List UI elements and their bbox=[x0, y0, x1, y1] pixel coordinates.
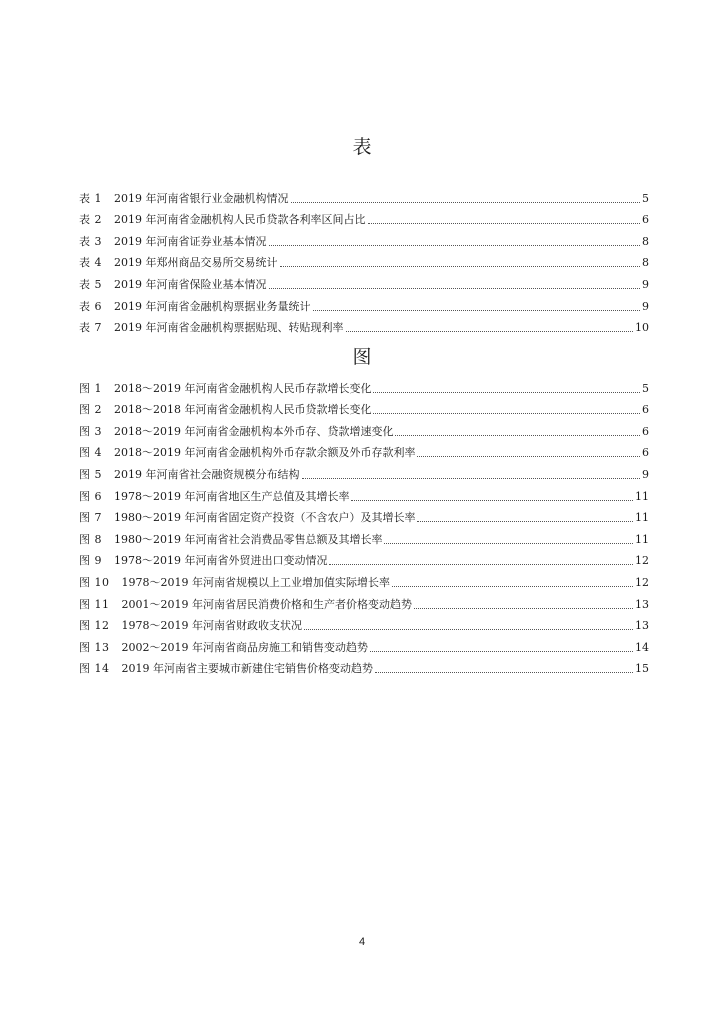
toc-entry-title: 2019 年河南省主要城市新建住宅销售价格变动趋势 bbox=[121, 662, 373, 676]
toc-dot-leader bbox=[395, 435, 640, 436]
toc-entry-title: 1978～2019 年河南省财政收支状况 bbox=[121, 619, 302, 633]
toc-entry-title: 2018～2019 年河南省金融机构外币存款余额及外币存款利率 bbox=[114, 446, 416, 460]
toc-entry-page-number: 14 bbox=[635, 640, 649, 654]
toc-entry-label: 表 6 bbox=[79, 299, 102, 313]
toc-entry-page-number: 6 bbox=[642, 403, 649, 417]
toc-dot-leader bbox=[417, 456, 640, 457]
toc-entry-label: 图 12 bbox=[79, 619, 110, 633]
tables-section-heading: 表 bbox=[352, 136, 372, 158]
toc-entry-title: 2019 年河南省银行业金融机构情况 bbox=[114, 191, 289, 205]
toc-entry-label: 图 4 bbox=[79, 446, 102, 460]
toc-dot-leader bbox=[269, 288, 641, 289]
toc-dot-leader bbox=[373, 392, 640, 393]
toc-entry-label: 图 5 bbox=[79, 467, 102, 481]
toc-entry-label: 图 9 bbox=[79, 554, 102, 568]
toc-entry-label: 图 7 bbox=[79, 511, 102, 525]
toc-dot-leader bbox=[370, 651, 633, 652]
toc-entry-page-number: 6 bbox=[642, 446, 649, 460]
toc-entry-title: 1978～2019 年河南省地区生产总值及其增长率 bbox=[114, 489, 350, 503]
figures-toc-list bbox=[79, 374, 649, 676]
table-toc-entry[interactable] bbox=[79, 270, 649, 292]
toc-entry-title: 2019 年郑州商品交易所交易统计 bbox=[114, 256, 278, 270]
toc-entry-label: 表 7 bbox=[79, 321, 102, 335]
toc-entry-title: 2019 年河南省金融机构票据贴现、转贴现利率 bbox=[114, 321, 344, 335]
toc-entry-label: 图 8 bbox=[79, 532, 102, 546]
toc-dot-leader bbox=[392, 586, 633, 587]
toc-entry-title: 2001～2019 年河南省居民消费价格和生产者价格变动趋势 bbox=[121, 597, 412, 611]
figure-toc-entry[interactable] bbox=[79, 374, 649, 396]
toc-entry-label: 图 2 bbox=[79, 403, 102, 417]
toc-entry-title: 2019 年河南省金融机构人民币贷款各利率区间占比 bbox=[114, 213, 366, 227]
toc-entry-page-number: 13 bbox=[635, 619, 649, 633]
toc-entry-page-number: 10 bbox=[635, 321, 649, 335]
table-toc-entry[interactable] bbox=[79, 206, 649, 228]
toc-dot-leader bbox=[313, 310, 641, 311]
toc-entry-label: 图 3 bbox=[79, 424, 102, 438]
toc-dot-leader bbox=[291, 202, 641, 203]
figure-toc-entry[interactable] bbox=[79, 547, 649, 569]
toc-entry-page-number: 8 bbox=[642, 256, 649, 270]
toc-entry-title: 2019 年河南省保险业基本情况 bbox=[114, 277, 267, 291]
toc-dot-leader bbox=[414, 608, 633, 609]
figure-toc-entry[interactable] bbox=[79, 590, 649, 612]
toc-entry-title: 2018～2019 年河南省金融机构人民币存款增长变化 bbox=[114, 381, 372, 395]
toc-entry-label: 表 5 bbox=[79, 277, 102, 291]
table-toc-entry[interactable] bbox=[79, 184, 649, 206]
figure-toc-entry[interactable] bbox=[79, 655, 649, 677]
figure-toc-entry[interactable] bbox=[79, 396, 649, 418]
figure-toc-entry[interactable] bbox=[79, 460, 649, 482]
toc-entry-title: 2019 年河南省证券业基本情况 bbox=[114, 234, 267, 248]
toc-dot-leader bbox=[417, 521, 633, 522]
toc-dot-leader bbox=[373, 413, 640, 414]
figure-toc-entry[interactable] bbox=[79, 417, 649, 439]
figures-section-heading: 图 bbox=[352, 346, 372, 368]
figure-toc-entry[interactable] bbox=[79, 482, 649, 504]
page-number: 4 bbox=[358, 936, 366, 948]
toc-dot-leader bbox=[269, 245, 641, 246]
toc-entry-label: 表 2 bbox=[79, 213, 102, 227]
toc-dot-leader bbox=[384, 543, 633, 544]
toc-entry-title: 2018～2019 年河南省金融机构本外币存、贷款增速变化 bbox=[114, 424, 394, 438]
toc-entry-page-number: 9 bbox=[642, 277, 649, 291]
toc-dot-leader bbox=[375, 672, 633, 673]
toc-entry-label: 图 6 bbox=[79, 489, 102, 503]
figure-toc-entry[interactable] bbox=[79, 612, 649, 634]
toc-entry-title: 2018～2018 年河南省金融机构人民币贷款增长变化 bbox=[114, 403, 372, 417]
toc-dot-leader bbox=[368, 223, 641, 224]
toc-dot-leader bbox=[302, 478, 641, 479]
table-toc-entry[interactable] bbox=[79, 292, 649, 314]
toc-entry-label: 图 1 bbox=[79, 381, 102, 395]
toc-entry-label: 图 13 bbox=[79, 640, 110, 654]
toc-entry-page-number: 11 bbox=[635, 511, 649, 525]
figure-toc-entry[interactable] bbox=[79, 633, 649, 655]
toc-entry-page-number: 5 bbox=[642, 191, 649, 205]
toc-dot-leader bbox=[304, 629, 633, 630]
toc-entry-label: 表 4 bbox=[79, 256, 102, 270]
toc-entry-page-number: 11 bbox=[635, 489, 649, 503]
toc-entry-title: 2019 年河南省社会融资规模分布结构 bbox=[114, 467, 300, 481]
toc-entry-page-number: 6 bbox=[642, 213, 649, 227]
toc-entry-label: 表 1 bbox=[79, 191, 102, 205]
figure-toc-entry[interactable] bbox=[79, 439, 649, 461]
toc-entry-title: 2002～2019 年河南省商品房施工和销售变动趋势 bbox=[121, 640, 368, 654]
figure-toc-entry[interactable] bbox=[79, 568, 649, 590]
toc-entry-page-number: 12 bbox=[635, 554, 649, 568]
toc-entry-page-number: 9 bbox=[642, 299, 649, 313]
tables-toc-list bbox=[79, 184, 649, 335]
toc-entry-label: 图 10 bbox=[79, 575, 110, 589]
table-toc-entry[interactable] bbox=[79, 314, 649, 336]
toc-entry-label: 图 14 bbox=[79, 662, 110, 676]
toc-entry-label: 表 3 bbox=[79, 234, 102, 248]
toc-entry-page-number: 5 bbox=[642, 381, 649, 395]
toc-entry-title: 1980～2019 年河南省固定资产投资（不含农户）及其增长率 bbox=[114, 511, 416, 525]
toc-entry-title: 2019 年河南省金融机构票据业务量统计 bbox=[114, 299, 311, 313]
toc-entry-label: 图 11 bbox=[79, 597, 110, 611]
toc-entry-page-number: 15 bbox=[635, 662, 649, 676]
table-toc-entry[interactable] bbox=[79, 227, 649, 249]
figure-toc-entry[interactable] bbox=[79, 504, 649, 526]
toc-entry-title: 1978～2019 年河南省规模以上工业增加值实际增长率 bbox=[121, 575, 390, 589]
toc-entry-page-number: 12 bbox=[635, 575, 649, 589]
toc-entry-page-number: 11 bbox=[635, 532, 649, 546]
figure-toc-entry[interactable] bbox=[79, 525, 649, 547]
toc-entry-title: 1980～2019 年河南省社会消费品零售总额及其增长率 bbox=[114, 532, 383, 546]
toc-dot-leader bbox=[346, 331, 634, 332]
toc-dot-leader bbox=[329, 564, 633, 565]
toc-dot-leader bbox=[351, 500, 633, 501]
toc-entry-page-number: 6 bbox=[642, 424, 649, 438]
toc-dot-leader bbox=[280, 266, 641, 267]
toc-entry-page-number: 8 bbox=[642, 234, 649, 248]
table-toc-entry[interactable] bbox=[79, 249, 649, 271]
toc-entry-page-number: 13 bbox=[635, 597, 649, 611]
toc-entry-title: 1978～2019 年河南省外贸进出口变动情况 bbox=[114, 554, 328, 568]
toc-entry-page-number: 9 bbox=[642, 467, 649, 481]
